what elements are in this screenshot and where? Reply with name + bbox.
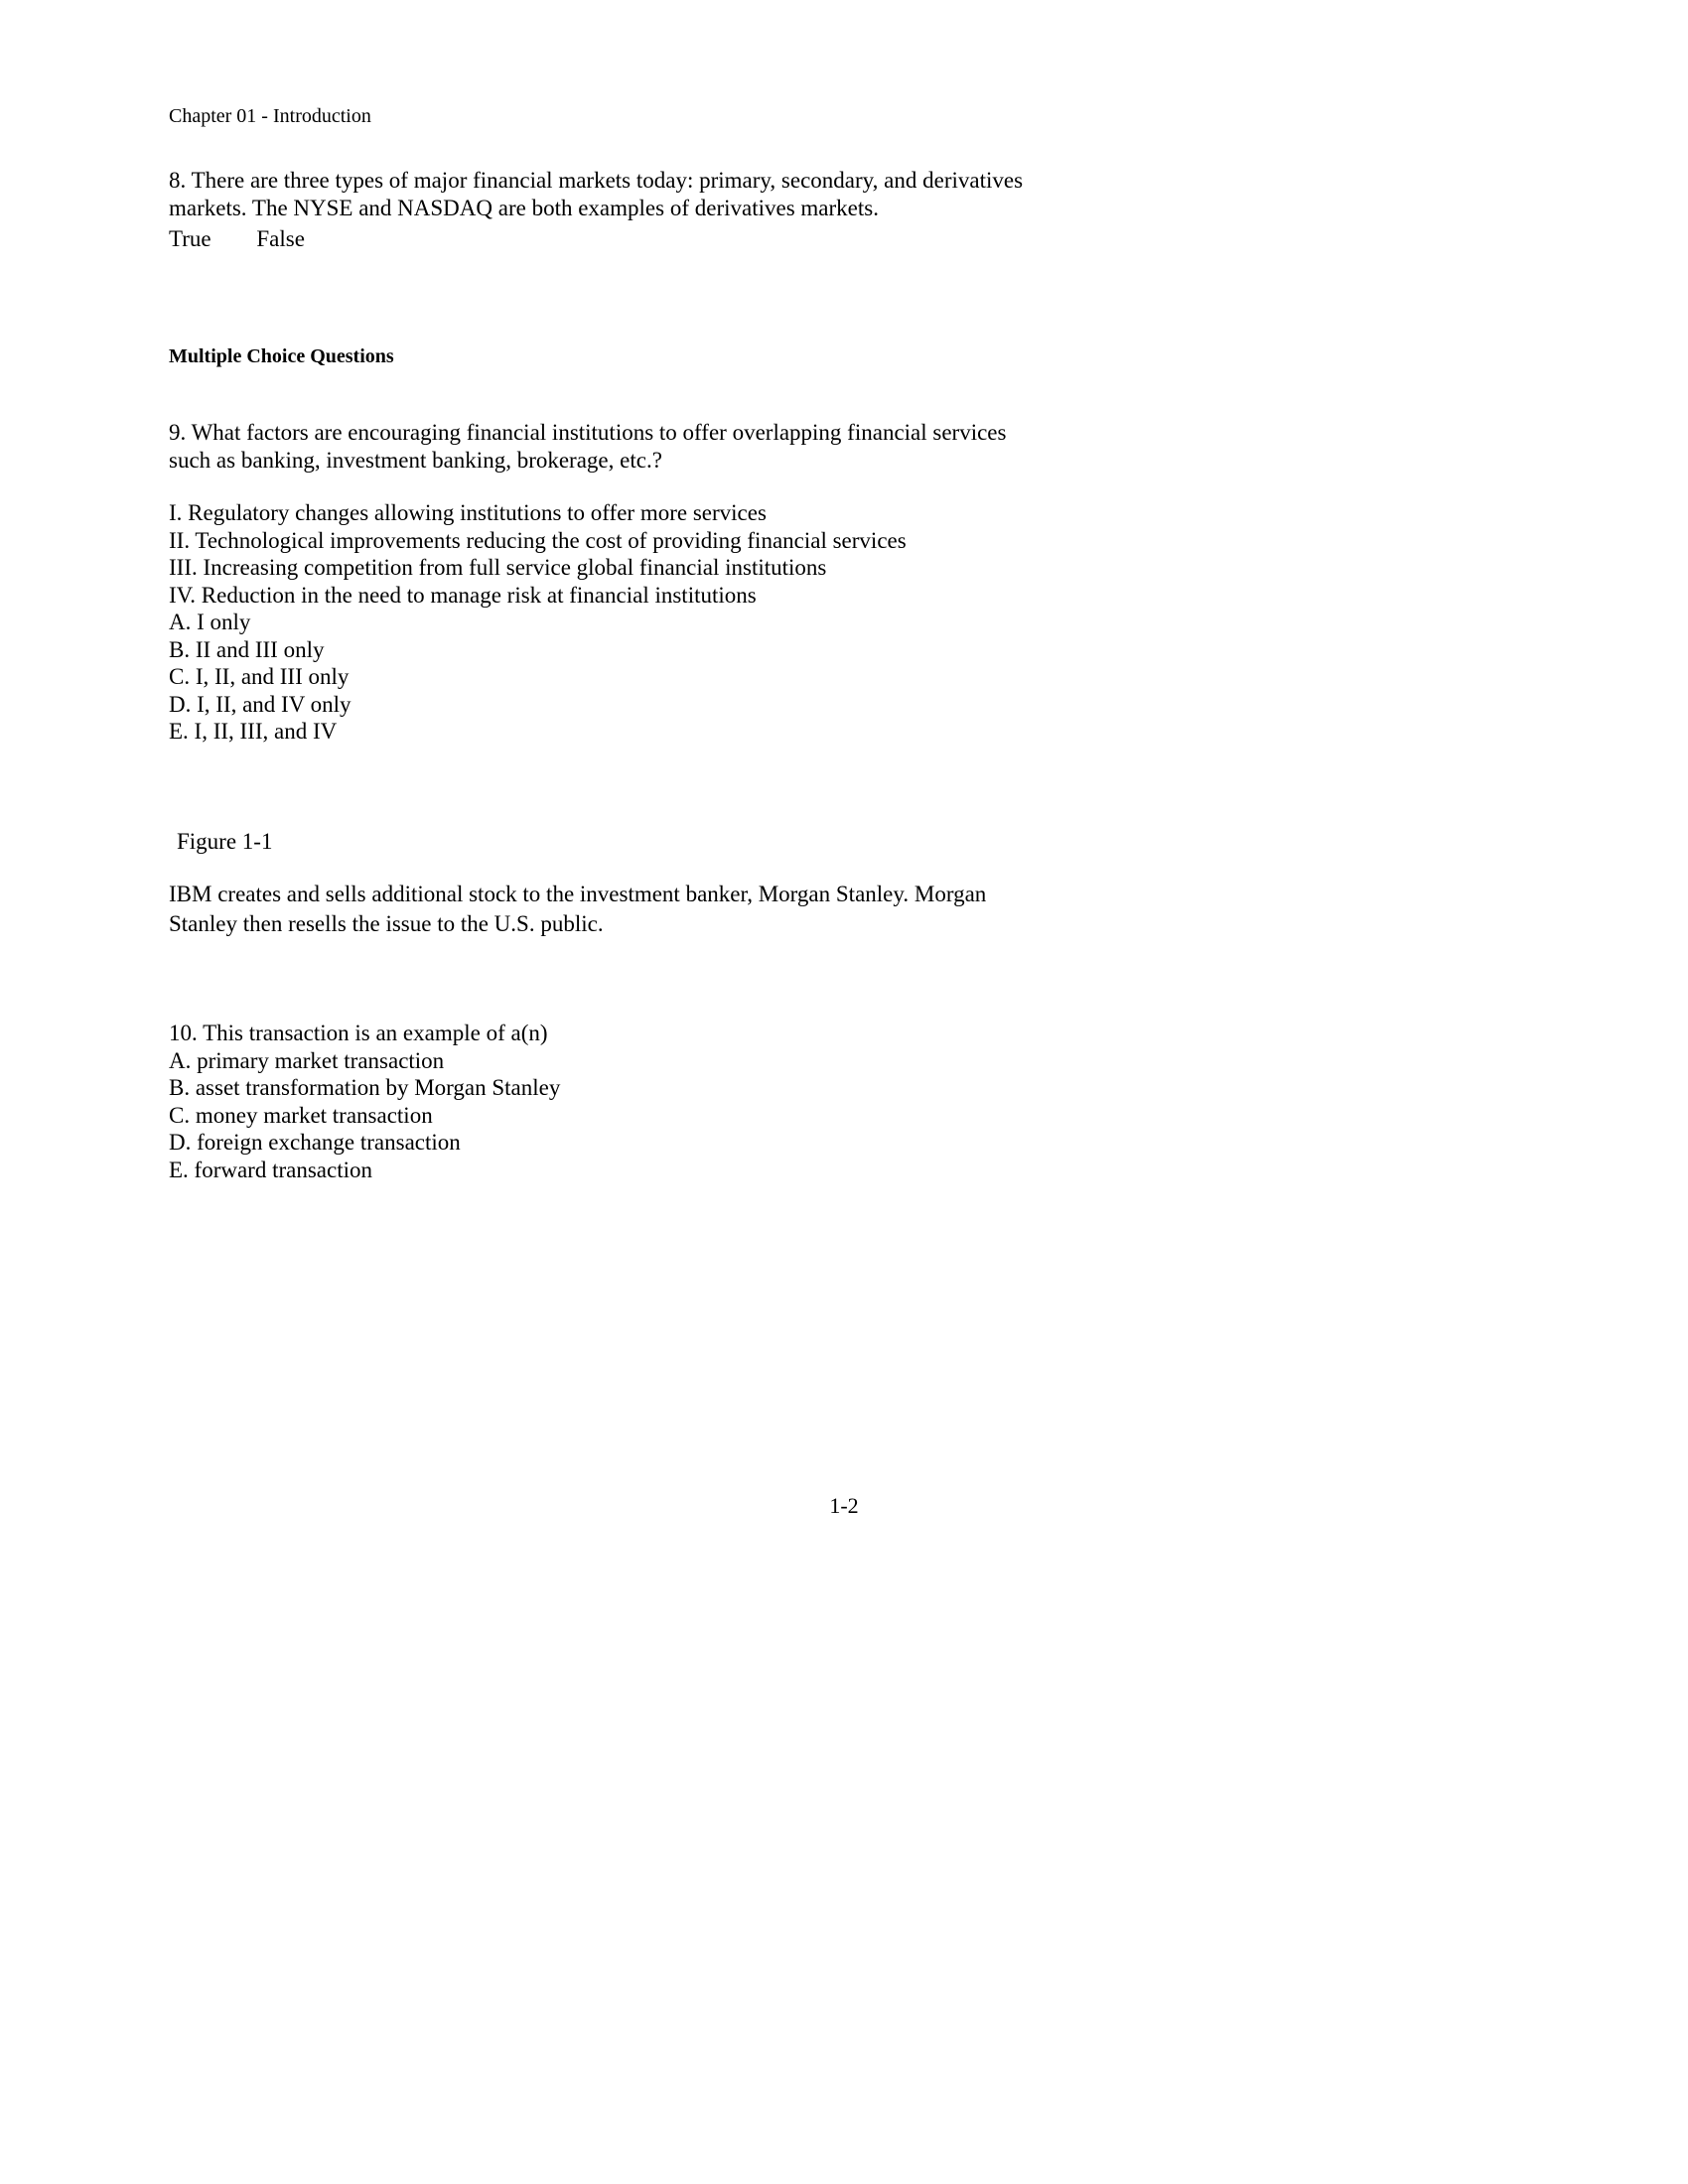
question-8-text-line: markets. The NYSE and NASDAQ are both examples of derivatives markets.	[169, 196, 879, 220]
figure-label: Figure 1-1	[177, 829, 273, 854]
choice-item: E. I, II, III, and IV	[169, 719, 338, 744]
figure-description	[169, 880, 986, 939]
chapter-title: Chapter 01 - Introduction	[169, 105, 371, 127]
question-8	[169, 167, 1023, 253]
page-header	[169, 105, 371, 128]
choice-item: D. I, II, and IV only	[169, 691, 352, 717]
choice-item: A. I only	[169, 610, 251, 634]
choice-item: B. II and III only	[169, 636, 325, 662]
statement-item: I. Regulatory changes allowing institutions to offer more services	[169, 500, 767, 525]
choice-item: E. forward transaction	[169, 1157, 373, 1182]
choice-item: D. foreign exchange transaction	[169, 1130, 461, 1155]
question-9-text-line: such as banking, investment banking, brokerage, etc.?	[169, 448, 662, 473]
section-heading: Multiple Choice Questions	[169, 345, 394, 367]
choice-item: C. I, II, and III only	[169, 664, 350, 689]
page-number: 1-2	[829, 1493, 859, 1518]
choice-item: A. primary market transaction	[169, 1047, 445, 1073]
question-9	[169, 419, 1006, 475]
false-option: False	[256, 226, 305, 251]
statement-item: II. Technological improvements reducing the cost of providing financial services	[169, 527, 907, 553]
question-9-text-line: 9. What factors are encouraging financial institutions to offer overlapping financial services	[169, 420, 1007, 445]
figure-text-line: IBM creates and sells additional stock to the investment banker, Morgan Stanley. Morgan	[169, 882, 987, 906]
true-option: True	[169, 226, 211, 251]
true-false-row	[169, 225, 1023, 253]
choice-item: B. asset transformation by Morgan Stanley	[169, 1075, 561, 1100]
statement-item: III. Increasing competition from full service global financial institutions	[169, 555, 827, 580]
question-10	[169, 1020, 560, 1183]
question-10-stem: 10. This transaction is an example of a(n)	[169, 1021, 548, 1045]
statement-item: IV. Reduction in the need to manage risk at financial institutions	[169, 582, 757, 608]
figure-text-line: Stanley then resells the issue to the U.S. public.	[169, 911, 604, 936]
question-9-options	[169, 499, 907, 746]
question-8-text-line: 8. There are three types of major financial markets today: primary, secondary, and derivatives	[169, 168, 1024, 193]
page-footer	[0, 1493, 1688, 1519]
choice-item: C. money market transaction	[169, 1102, 433, 1128]
